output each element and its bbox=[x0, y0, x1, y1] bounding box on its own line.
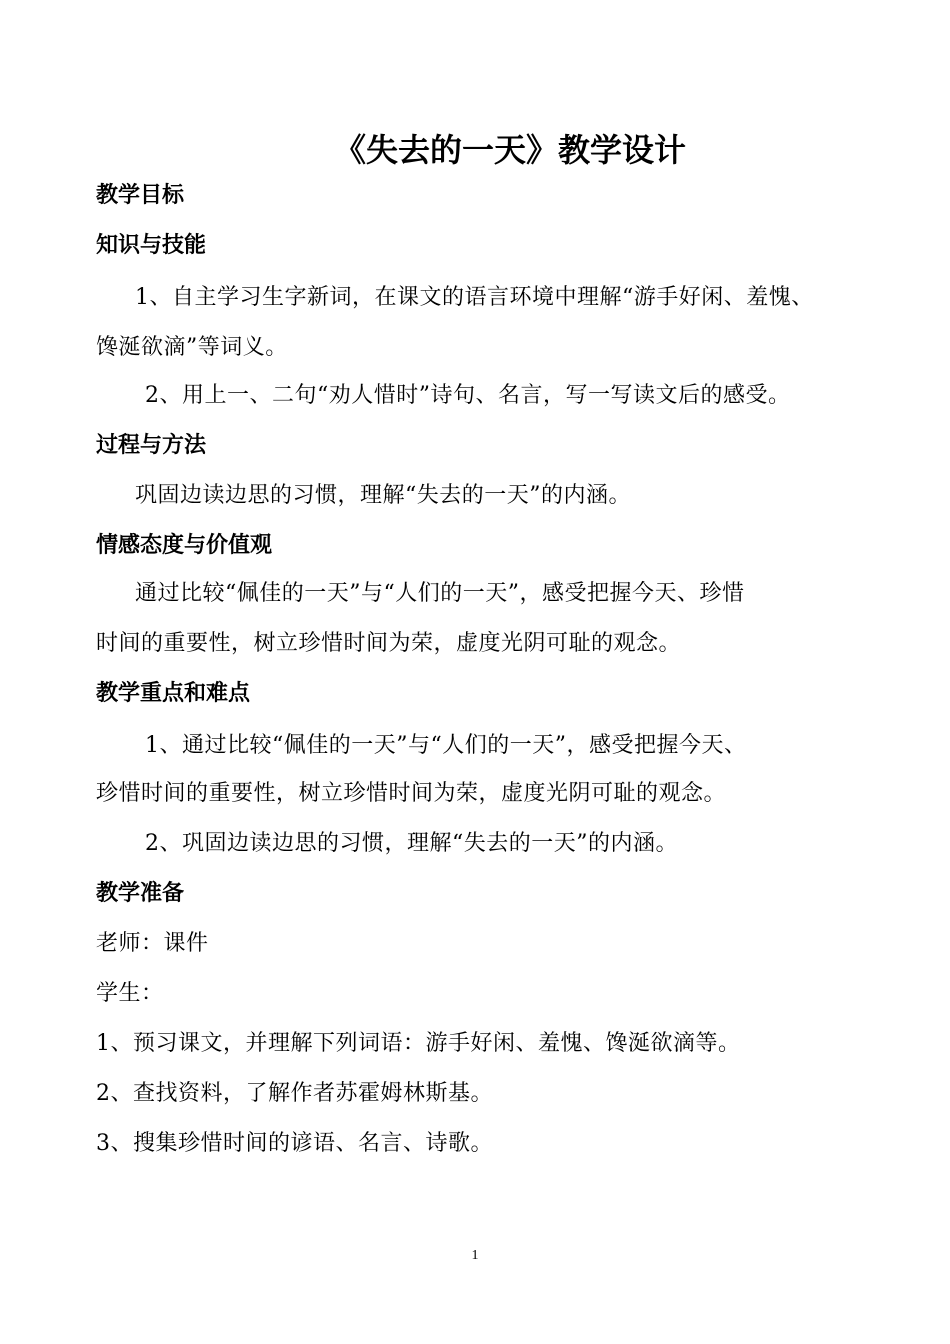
prep-item-2: 2、查找资料，了解作者苏霍姆林斯基。 bbox=[96, 1081, 493, 1106]
keypoint-1-line-2: 珍惜时间的重要性，树立珍惜时间为荣，虚度光阴可耻的观念。 bbox=[96, 781, 727, 806]
knowledge-item-2: 2、用上一、二句“劝人惜时”诗句、名言，写一写读文后的感受。 bbox=[145, 383, 791, 408]
keypoint-2: 2、巩固边读边思的习惯，理解“失去的一天”的内涵。 bbox=[145, 831, 678, 856]
prep-student: 学生： bbox=[96, 981, 164, 1006]
emotion-heading: 情感态度与价值观 bbox=[96, 533, 273, 558]
process-text: 巩固边读边思的习惯，理解“失去的一天”的内涵。 bbox=[135, 483, 631, 508]
keypoint-1-line-1: 1、通过比较“佩佳的一天”与“人们的一天”，感受把握今天、 bbox=[145, 733, 747, 758]
knowledge-heading: 知识与技能 bbox=[96, 233, 207, 258]
emotion-line-1: 通过比较“佩佳的一天”与“人们的一天”，感受把握今天、珍惜 bbox=[135, 581, 745, 606]
goals-heading: 教学目标 bbox=[96, 183, 185, 208]
prep-item-3: 3、搜集珍惜时间的谚语、名言、诗歌。 bbox=[96, 1131, 493, 1156]
knowledge-item-1-line-1: 1、自主学习生字新词，在课文的语言环境中理解“游手好闲、羞愧、 bbox=[135, 285, 814, 310]
process-heading: 过程与方法 bbox=[96, 433, 207, 458]
prep-item-1: 1、预习课文，并理解下列词语：游手好闲、羞愧、馋涎欲滴等。 bbox=[96, 1031, 741, 1056]
knowledge-item-1-line-2: 馋涎欲滴”等词义。 bbox=[96, 335, 288, 360]
emotion-line-2: 时间的重要性，树立珍惜时间为荣，虚度光阴可耻的观念。 bbox=[96, 631, 682, 656]
keypoints-heading: 教学重点和难点 bbox=[96, 681, 251, 706]
page-number: 1 bbox=[471, 1248, 479, 1263]
prep-heading: 教学准备 bbox=[96, 881, 185, 906]
prep-teacher: 老师：课件 bbox=[96, 931, 209, 956]
document-title: 《失去的一天》教学设计 bbox=[333, 131, 686, 169]
